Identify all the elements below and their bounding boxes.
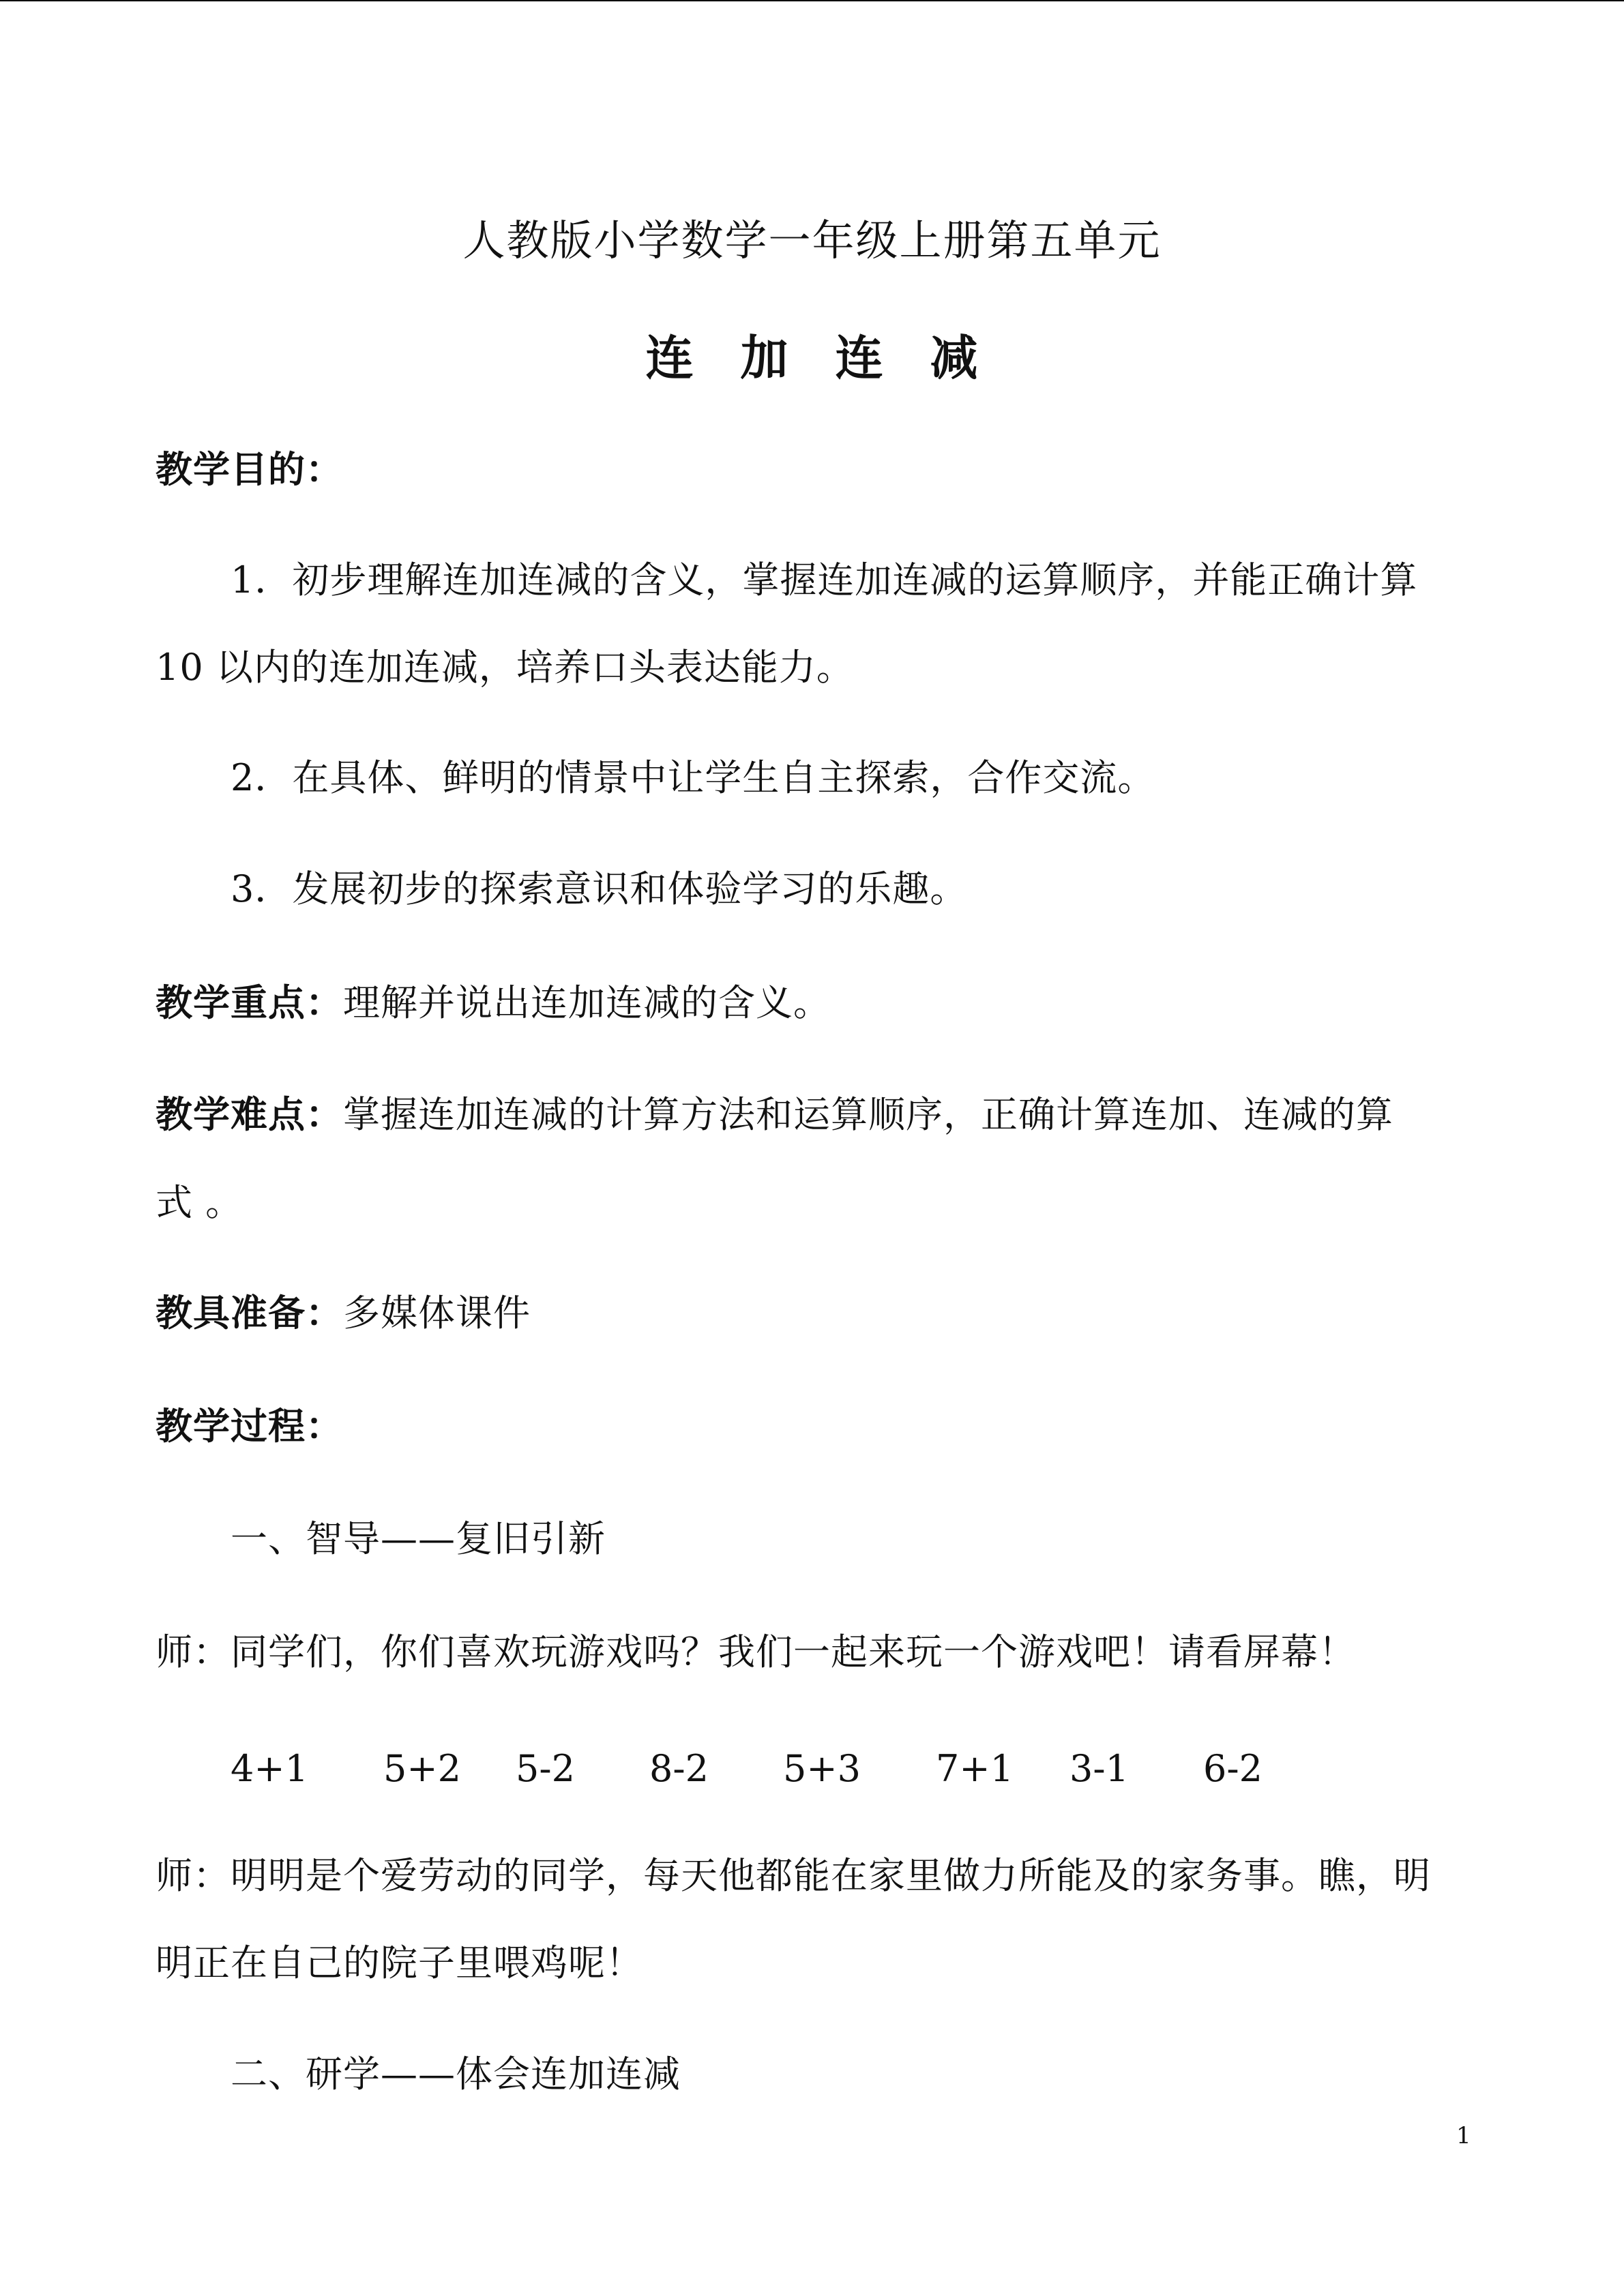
expression-item: 5-2 [516, 1747, 575, 1790]
expression-item: 5+2 [383, 1747, 461, 1790]
objective-2: 2．在具体、鲜明的情景中让学生自主探索，合作交流。 [231, 756, 1155, 799]
title-char: 连 [645, 330, 694, 386]
section-2-heading: 二、研学——体会连加连减 [231, 2053, 681, 2096]
expression-item: 5+3 [783, 1747, 861, 1790]
title-char: 加 [740, 330, 789, 386]
key-point-text: 理解并说出连加连减的含义。 [343, 981, 831, 1024]
teacher-line-2: 师：明明是个爱劳动的同学，每天他都能在家里做力所能及的家务事。瞧，明 [156, 1854, 1431, 1897]
title-char: 减 [930, 330, 979, 386]
page-number: 1 [1456, 2122, 1471, 2149]
difficulty-label: 教学难点： [156, 1093, 343, 1136]
teacher-line-1: 师：同学们，你们喜欢玩游戏吗？我们一起来玩一个游戏吧！请看屏幕！ [156, 1630, 1356, 1673]
section-1-heading: 一、智导——复旧引新 [231, 1517, 606, 1560]
document-subtitle: 人教版小学数学一年级上册第五单元 [462, 215, 1162, 265]
objectives-heading: 教学目的： [156, 448, 343, 491]
objective-3: 3．发展初步的探索意识和体验学习的乐趣。 [231, 867, 968, 910]
objective-1-line-1: 1．初步理解连加连减的含义，掌握连加连减的运算顺序，并能正确计算 [231, 558, 1418, 601]
expression-item: 4+1 [231, 1747, 308, 1790]
materials-text: 多媒体课件 [343, 1292, 531, 1335]
process-heading: 教学过程： [156, 1405, 343, 1448]
expression-item: 7+1 [936, 1747, 1014, 1790]
review-expressions [0, 1747, 1624, 1788]
difficulty-paragraph [156, 1093, 1393, 1136]
key-point-paragraph [156, 981, 831, 1024]
difficulty-text: 掌握连加连减的计算方法和运算顺序，正确计算连加、连减的算 [343, 1093, 1393, 1136]
key-point-label: 教学重点： [156, 981, 343, 1024]
expression-item: 3-1 [1069, 1747, 1129, 1790]
title-char: 连 [835, 330, 884, 386]
materials-label: 教具准备： [156, 1292, 343, 1335]
objective-1-line-2: 10 以内的连加连减，培养口头表达能力。 [156, 646, 854, 689]
document-title [0, 330, 1624, 386]
expression-item: 8-2 [649, 1747, 709, 1790]
difficulty-text-continued: 式 。 [156, 1181, 243, 1224]
materials-paragraph [156, 1292, 531, 1335]
teacher-line-2-continued: 明正在自己的院子里喂鸡呢！ [156, 1941, 643, 1984]
expression-item: 6-2 [1203, 1747, 1263, 1790]
